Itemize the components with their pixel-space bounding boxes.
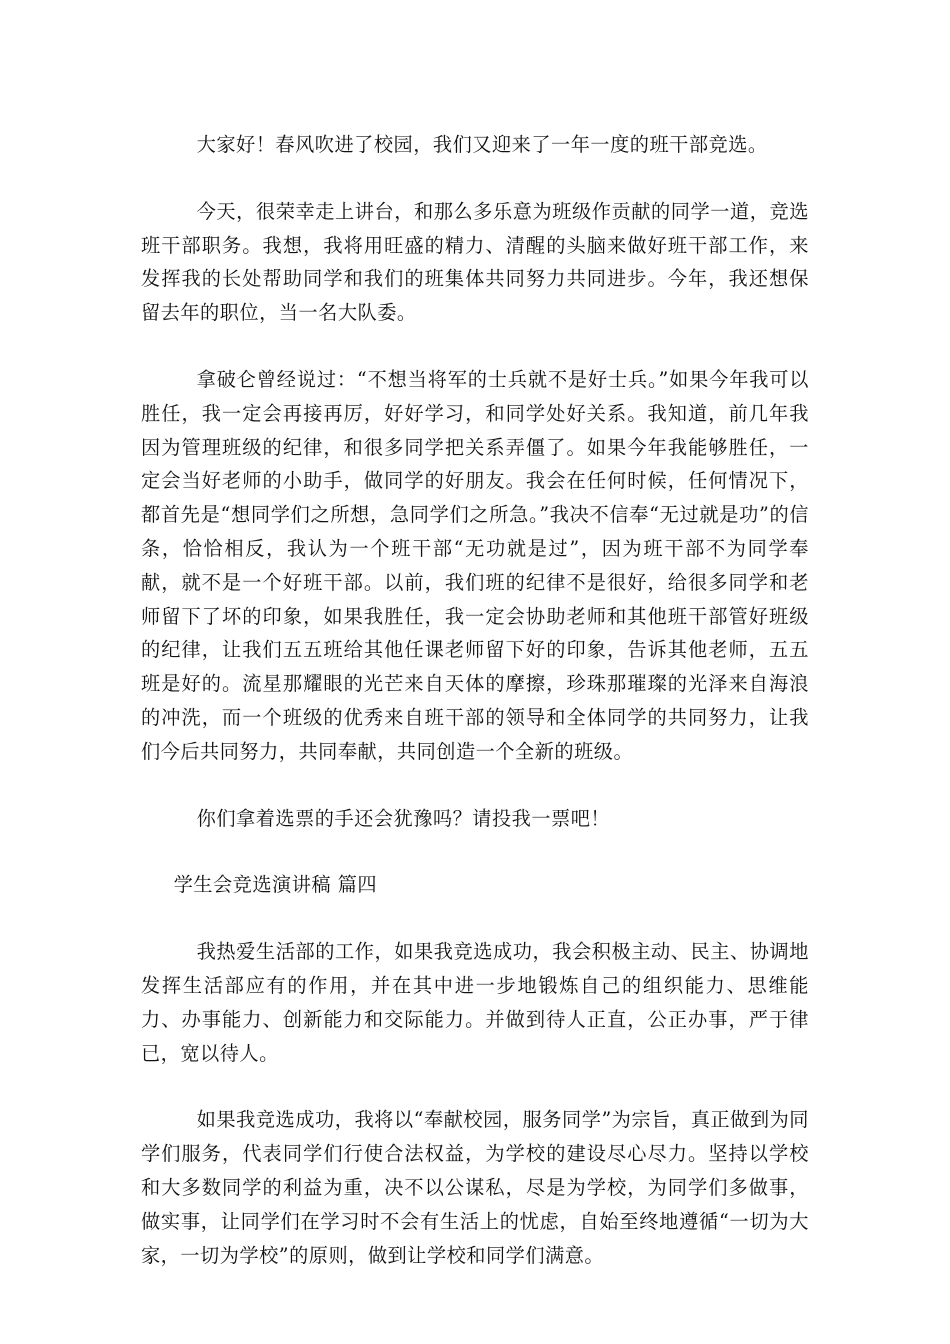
paragraph-greeting: 大家好！春风吹进了校园，我们又迎来了一年一度的班干部竞选。 <box>196 133 768 156</box>
paragraph-napoleon: 拿破仑曾经说过：“不想当将军的士兵就不是好士兵。”如果今年我可以胜任，我一定会再接再厉，好好学习，和同学处好关系。我知道，前几年我因为管理班级的纪律，和很多同学把关系弄僵了。如果今年我能够胜任，一定会当好老师的小助手，做同学的好朋友。我会在任何时候，任何情况下，都首先是“想同学们之所想，急同学们之所急。”我决不信奉“无过就是功”的信条，恰恰相反，我认为一个班干部“无功就是过”，因为班干部不为同学奉献，就不是一个好班干部。以前，我们班的纪律不是很好，给很多同学和老师留下了坏的印象，如果我胜任，我一定会协助老师和其他班干部管好班级的纪律，让我们五五班给其他任课老师留下好的印象，告诉其他老师，五五班是好的。流星那耀眼的光芒来自天体的摩擦，珍珠那璀璨的光泽来自海浪的冲洗，而一个班级的优秀来自班干部的领导和全体同学的共同努力，让我们今后共同努力，共同奉献，共同创造一个全新的班级。 <box>141 367 809 763</box>
paragraph-service: 如果我竞选成功，我将以“奉献校园，服务同学”为宗旨，真正做到为同学们服务，代表同学们行使合法权益，为学校的建设尽心尽力。坚持以学校和大多数同学的利益为重，决不以公谋私，尽是为学校，为同学们多做事，做实事，让同学们在学习时不会有生活上的忧虑，自始至终地遵循“一切为大家，一切为学校”的原则，做到让学校和同学们满意。 <box>141 1108 809 1267</box>
paragraph-life-department: 我热爱生活部的工作，如果我竞选成功，我会积极主动、民主、协调地发挥生活部应有的作用，并在其中进一步地锻炼自己的组织能力、思维能力、办事能力、创新能力和交际能力。并做到待人正直，公正办事，严于律已，宽以待人。 <box>141 940 809 1065</box>
section-heading: 学生会竞选演讲稿 篇四 <box>173 873 378 897</box>
paragraph-closing: 你们拿着选票的手还会犹豫吗？请投我一票吧！ <box>196 806 611 830</box>
document-body <box>141 128 809 1305</box>
paragraph-intro: 今天，很荣幸走上讲台，和那么多乐意为班级作贡献的同学一道，竞选班干部职务。我想，我将用旺盛的精力、清醒的头脑来做好班干部工作，来发挥我的长处帮助同学和我们的班集体共同努力共同进步。今年，我还想保留去年的职位，当一名大队委。 <box>141 199 809 325</box>
